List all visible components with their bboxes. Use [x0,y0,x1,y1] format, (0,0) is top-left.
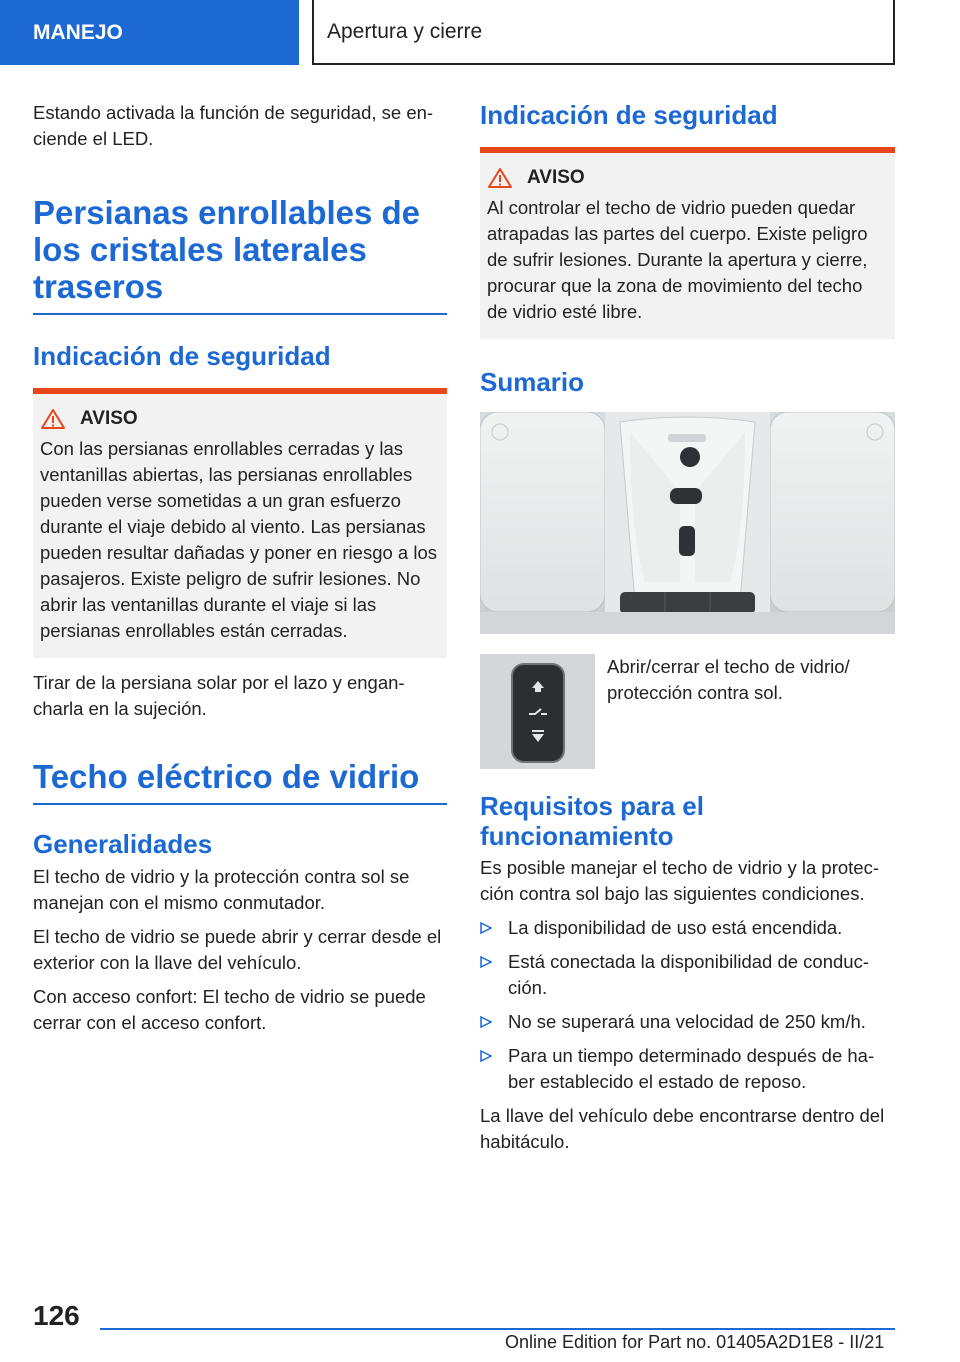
intro-paragraph: Estando activada la función de seguridad, se en-ciende el LED. [33,102,434,149]
right-column [480,100,895,1163]
list-item-text: Está conectada la disponibilidad de conduc-ción. [508,951,869,998]
left-column [33,100,447,1044]
warning-header [487,167,887,189]
section-title: MANEJO [33,20,123,44]
paragraph-general-2: El techo de vidrio se puede abrir y cerrar desde el exterior con la llave del vehículo. [33,926,442,973]
heading-glass-roof: Techo eléctrico de vidrio [33,758,447,805]
bullet-triangle-icon [480,1050,492,1062]
list-item [480,915,895,941]
subheading-requirements: Requisitos para el funcionamiento [480,791,704,851]
bullet-triangle-icon [480,956,492,968]
roof-switch-image [480,654,595,769]
roof-switch-illustration [480,654,595,769]
warning-triangle-icon [487,167,513,189]
list-item [480,1009,895,1035]
heading-rear-blinds: Persianas enrollables de los cristales laterales traseros [33,194,447,315]
bullet-triangle-icon [480,922,492,934]
warning-triangle-icon [40,408,66,430]
warning-text: Con las persianas enrollables cerradas y las ventanillas abiertas, las persianas enrollables pueden verse sometidas a un gran esfuerzo durante el viaje debido al viento. Las persianas pueden resultar dañadas y poner en riesgo a los pasajeros. Existe peligro de sufrir lesiones. No abrir las ventanillas durante el viaje si las persianas enrollables están cerradas. [40,438,437,641]
requirements-list [480,915,895,1095]
paragraph-general-3: Con acceso confort: El techo de vidrio se puede cerrar con el acceso confort. [33,986,426,1033]
section-tab [0,0,299,65]
chapter-tab [312,0,895,65]
switch-caption: Abrir/cerrar el techo de vidrio/ protección contra sol. [607,656,850,703]
paragraph-general-1: El techo de vidrio y la protección contra sol se manejan con el mismo conmutador. [33,866,410,913]
subheading-safety-1: Indicación de seguridad [33,341,331,371]
warning-label: AVISO [80,408,138,429]
paragraph-requirements: Es posible manejar el techo de vidrio y la protec-ción contra sol bajo las siguientes condiciones. [480,857,879,904]
warning-label: AVISO [527,167,585,188]
paragraph-pull-blind: Tirar de la persiana solar por el lazo y engan-charla en la sujeción. [33,672,405,719]
list-item [480,1043,895,1095]
warning-text: Al controlar el techo de vidrio pueden quedar atrapadas las partes del cuerpo. Existe peligro de sufrir lesiones. Durante la apertura y cierre, procurar que la zona de movimiento del techo de vidrio esté libre. [487,197,868,322]
list-item [480,949,895,1001]
switch-row [480,654,895,769]
bullet-triangle-icon [480,1016,492,1028]
warning-header [40,408,439,430]
paragraph-key-inside: La llave del vehículo debe encontrarse dentro del habitáculo. [480,1105,885,1152]
warning-box-blinds [33,388,447,658]
edition-note: Online Edition for Part no. 01405A2D1E8 - II/21 [505,1332,885,1352]
overhead-console-illustration [480,412,895,634]
warning-box-roof [480,147,895,339]
page-number: 126 [33,1300,80,1331]
chapter-title: Apertura y cierre [327,19,483,43]
list-item-text: No se superará una velocidad de 250 km/h. [508,1011,866,1032]
list-item-text: Para un tiempo determinado después de ha-ber establecido el estado de reposo. [508,1045,875,1092]
subheading-general: Generalidades [33,829,213,859]
list-item-text: La disponibilidad de uso está encendida. [508,917,843,938]
overhead-console-image [480,412,895,634]
footer-divider [100,1328,895,1330]
subheading-overview: Sumario [480,367,585,397]
subheading-safety-2: Indicación de seguridad [480,100,778,130]
